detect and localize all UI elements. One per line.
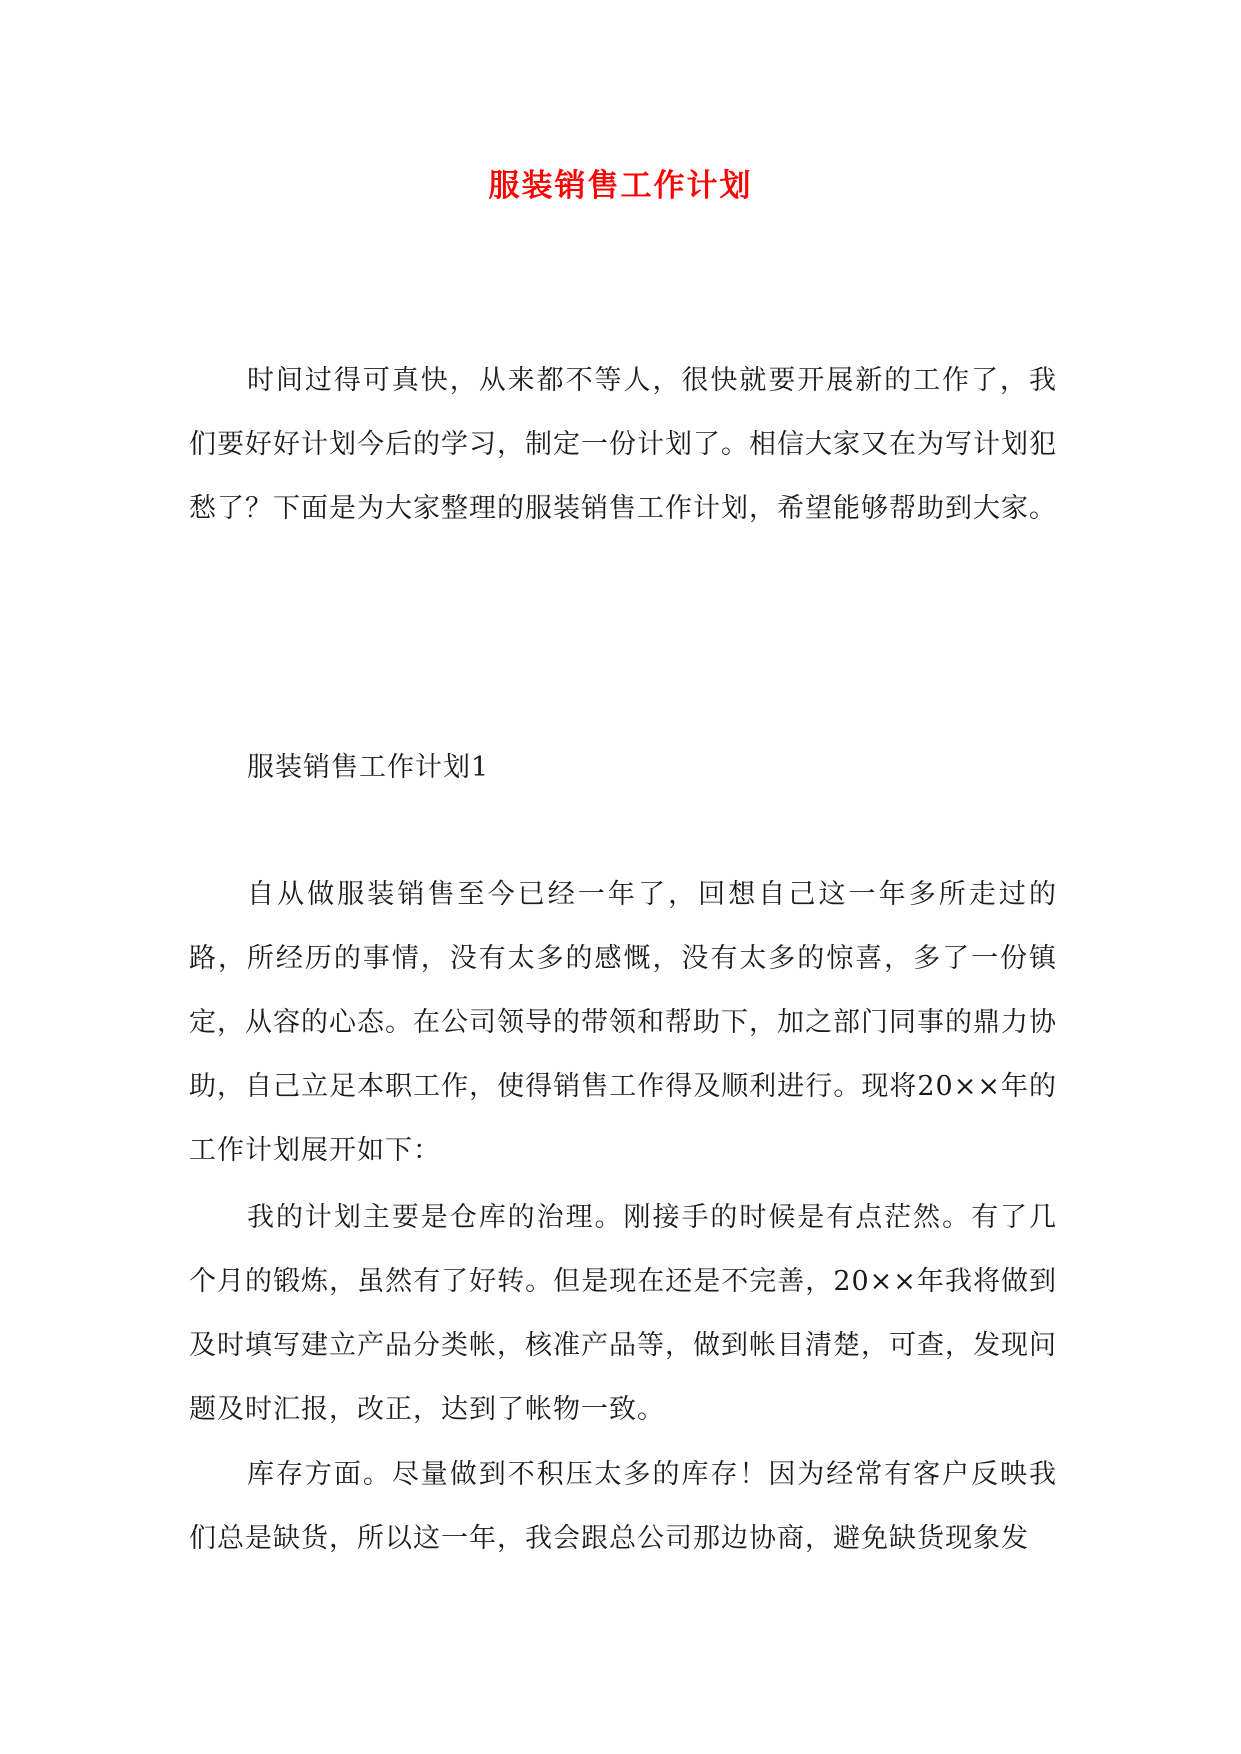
document-title: 服装销售工作计划 [488,168,753,204]
body-paragraph: 库存方面。尽量做到不积压太多的库存！因为经常有客户反映我们总是缺货，所以这一年，我会跟总公司那边协商，避免缺货现象发 [189,1459,1057,1554]
body-paragraph: 自从做服装销售至今已经一年了，回想自己这一年多所走过的路，所经历的事情，没有太多的感慨，没有太多的惊喜，多了一份镇定，从容的心态。在公司领导的带领和帮助下，加之部门同事的鼎力协助，自己立足本职工作，使得销售工作得及顺利进行。现将20××年的工作计划展开如下： [189,879,1057,1166]
body-paragraph: 我的计划主要是仓库的治理。刚接手的时候是有点茫然。有了几个月的锻炼，虽然有了好转。但是现在还是不完善，20××年我将做到及时填写建立产品分类帐，核准产品等，做到帐目清楚，可查，发现问题及时汇报，改正，达到了帐物一致。 [189,1202,1057,1425]
section-heading: 服装销售工作计划1 [247,752,490,783]
intro-paragraph: 时间过得可真快，从来都不等人，很快就要开展新的工作了，我们要好好计划今后的学习，制定一份计划了。相信大家又在为写计划犯愁了？下面是为大家整理的服装销售工作计划，希望能够帮助到大家。 [189,365,1057,524]
